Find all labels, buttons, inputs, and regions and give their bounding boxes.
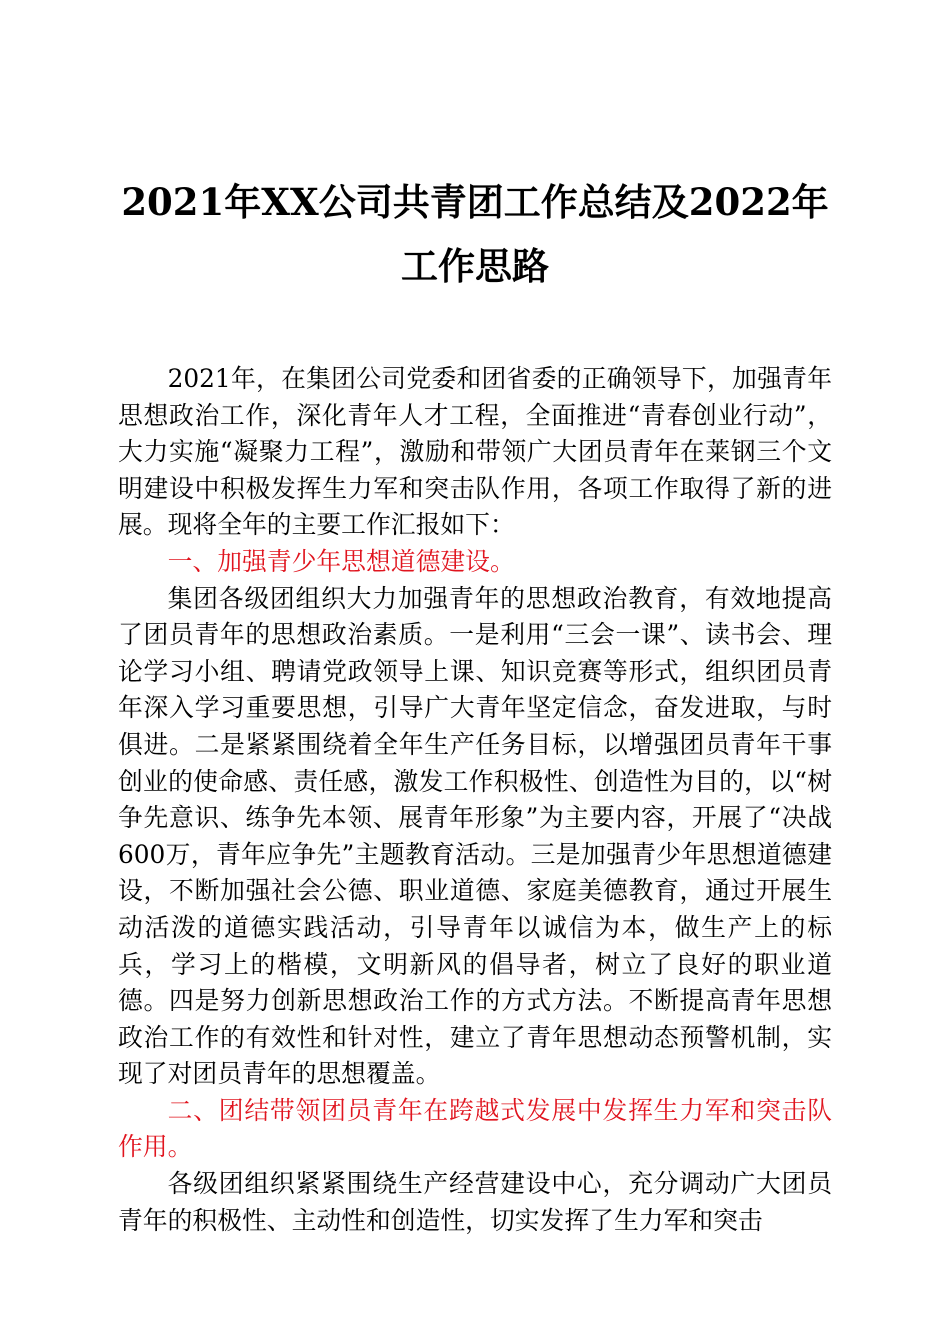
document-title: 2021年XX公司共青团工作总结及2022年工作思路 <box>121 180 829 288</box>
intro-paragraph: 2021年，在集团公司党委和团省委的正确领导下，加强青年思想政治工作，深化青年人才工程，全面推进“青春创业行动”，大力实施“凝聚力工程”，激励和带领广大团员青年在莱钢三个文明建设中积极发挥生力军和突击队作用，各项工作取得了新的进展。现将全年的主要工作汇报如下： <box>118 364 832 540</box>
section-2-paragraph: 各级团组织紧紧围绕生产经营建设中心，充分调动广大团员青年的积极性、主动性和创造性，切实发挥了生力军和突击 <box>118 1169 832 1235</box>
section-heading-1: 一、加强青少年思想道德建设。 <box>167 546 515 576</box>
section-heading-2: 二、团结带领团员青年在跨越式发展中发挥生力军和突击队作用。 <box>118 1095 832 1162</box>
document-body <box>118 361 832 1239</box>
section-1-paragraph: 集团各级团组织大力加强青年的思想政治教育，有效地提高了团员青年的思想政治素质。一是利用“三会一课”、读书会、理论学习小组、聘请党政领导上课、知识竞赛等形式，组织团员青年深入学习重要思想，引导广大青年坚定信念，奋发进取，与时俱进。二是紧紧围绕着全年生产任务目标，以增强团员青年干事创业的使命感、责任感，激发工作积极性、创造性为目的，以“树争先意识、练争先本领、展青年形象”为主要内容，开展了“决战600万，青年应争先”主题教育活动。三是加强青少年思想道德建设，不断加强社会公德、职业道德、家庭美德教育，通过开展生动活泼的道德实践活动，引导青年以诚信为本，做生产上的标兵，学习上的楷模，文明新风的倡导者，树立了良好的职业道德。四是努力创新思想政治工作的方式方法。不断提高青年思想政治工作的有效性和针对性，建立了青年思想动态预警机制，实现了对团员青年的思想覆盖。 <box>118 583 832 1089</box>
